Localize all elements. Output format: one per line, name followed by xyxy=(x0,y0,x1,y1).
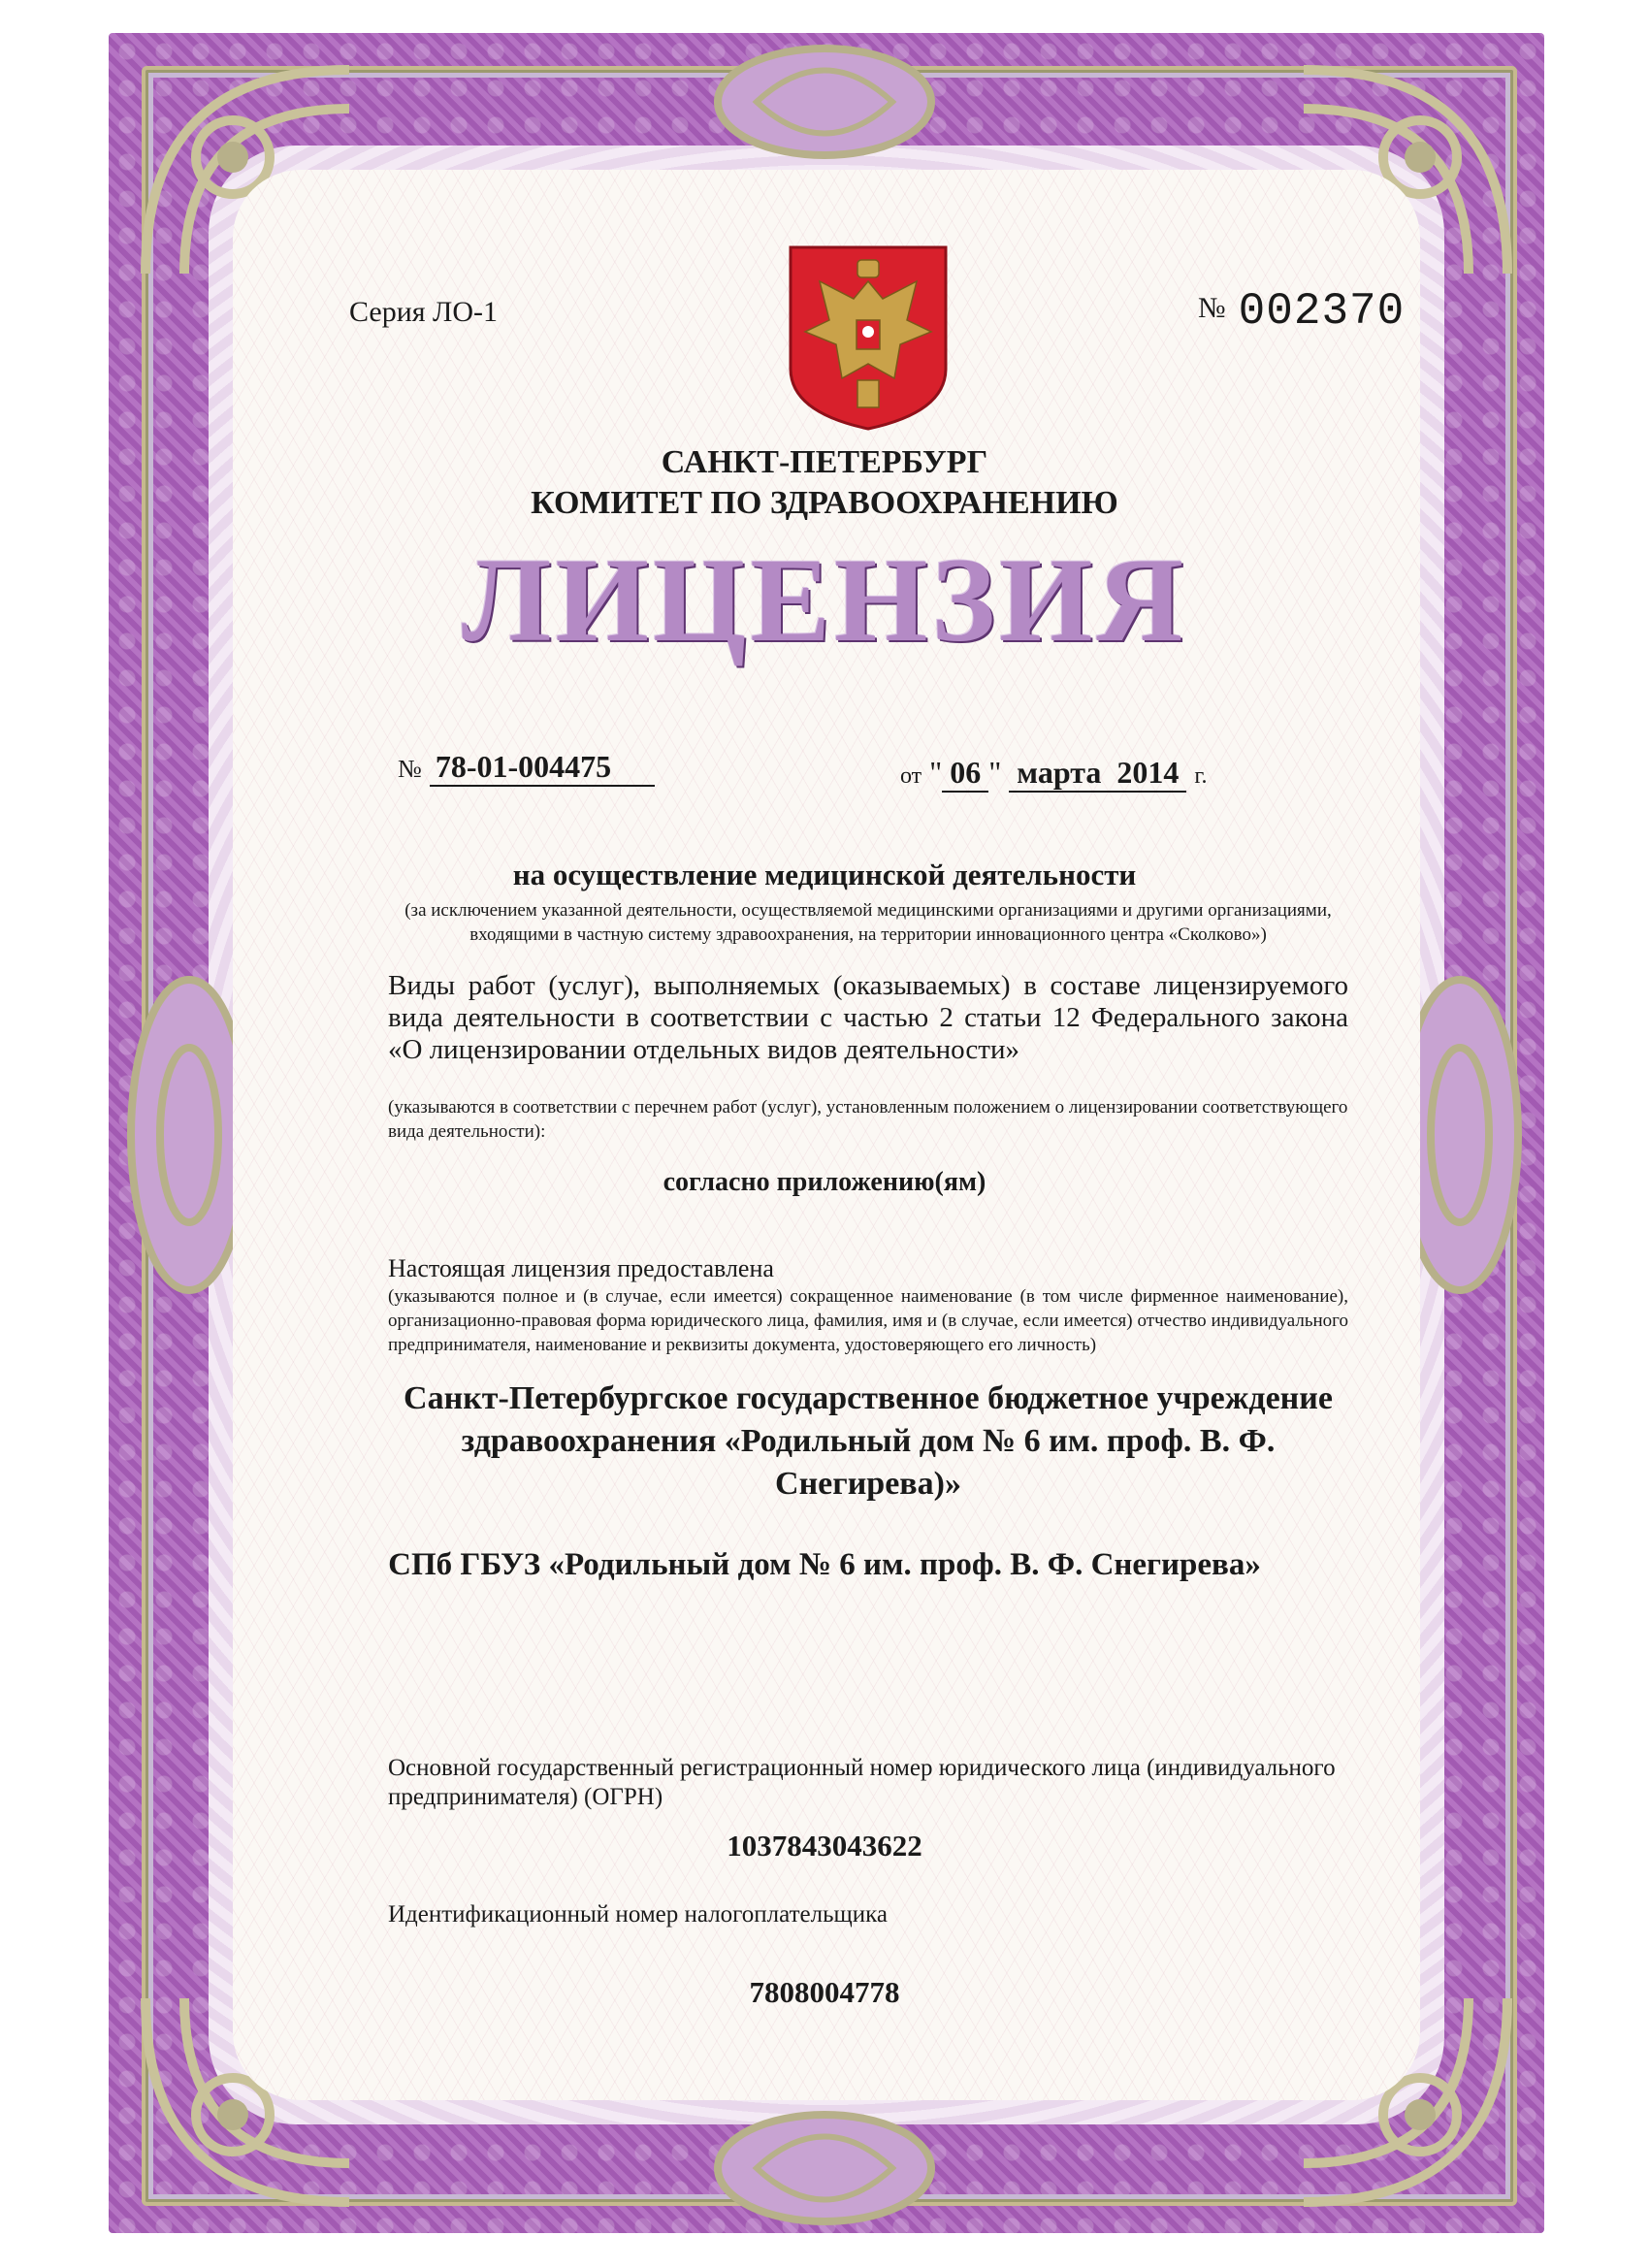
number-sign: № xyxy=(1198,292,1227,324)
ogrn-label: Основной государственный регистрационный номер юридического лица (индивидуального предпринимателя) (ОГРН) xyxy=(388,1755,1336,1810)
document-title: ЛИЦЕНЗИЯ xyxy=(462,534,1187,666)
licensee-note: (указываются полное и (в случае, если имеется) сокращенное наименование (в том числе фирменное наименование), организационно-правовая форма юридического лица, фамилия, имя и (в случае, если имеется) отчество индивидуального предпринимателя, наименование и реквизиты документа, удостоверяющего его личность) xyxy=(388,1286,1348,1355)
authority-committee: КОМИТЕТ ПО ЗДРАВООХРАНЕНИЮ xyxy=(531,485,1118,521)
licensee-full-name: Санкт-Петербургское государственное бюджетное учреждение здравоохранения «Родильный дом № 6 им. проф. В. Ф. Снегирева)» xyxy=(404,1380,1333,1502)
works-note: (указываются в соответствии с перечнем работ (услуг), установленным положением о лицензировании соответствующего вида деятельности): xyxy=(388,1097,1348,1142)
licensee-label: Настоящая лицензия предоставлена xyxy=(388,1254,774,1282)
series-label: Серия ЛО-1 xyxy=(349,296,499,328)
activity-note: (за исключением указанной деятельности, осуществляемой медицинскими организациями и другими организациями, входящими в частную систему здравоохранения, на территории инновационного центра «Сколково») xyxy=(404,900,1332,945)
date-month: марта xyxy=(1009,755,1109,793)
license-date-line: от " 06 " марта 2014 г. xyxy=(900,755,1208,793)
inn-label: Идентификационный номер налогоплательщика xyxy=(388,1901,889,1928)
works-text: Виды работ (услуг), выполняемых (оказываемых) в составе лицензируемого вида деятельности в соответствии с частью 2 статьи 12 Федерального закона «О лицензировании отдельных видов деятельности» xyxy=(388,970,1348,1065)
coat-of-arms-icon xyxy=(786,243,951,432)
works-value: согласно приложению(ям) xyxy=(663,1167,986,1197)
ogrn-value: 1037843043622 xyxy=(727,1829,922,1863)
form-number-value: 002370 xyxy=(1238,286,1406,337)
license-number-line xyxy=(398,749,655,787)
top-ornament-icon xyxy=(708,39,941,165)
inn-value: 7808004778 xyxy=(749,1975,900,2009)
bottom-ornament-icon xyxy=(708,2105,941,2231)
activity-title: на осуществление медицинской деятельности xyxy=(512,858,1137,891)
year-suffix: г. xyxy=(1194,763,1208,789)
licensee-short-name: СПб ГБУЗ «Родильный дом № 6 им. проф. В. Ф. Снегирева» xyxy=(388,1547,1261,1582)
authority-city: САНКТ-ПЕТЕРБУРГ xyxy=(661,444,988,480)
form-number xyxy=(1198,286,1405,337)
date-from-label: от xyxy=(900,763,922,789)
date-day: 06 xyxy=(942,755,988,793)
license-number: 78-01-004475 xyxy=(430,749,655,787)
license-number-label: № xyxy=(398,755,422,783)
date-year: 2014 xyxy=(1109,755,1186,793)
